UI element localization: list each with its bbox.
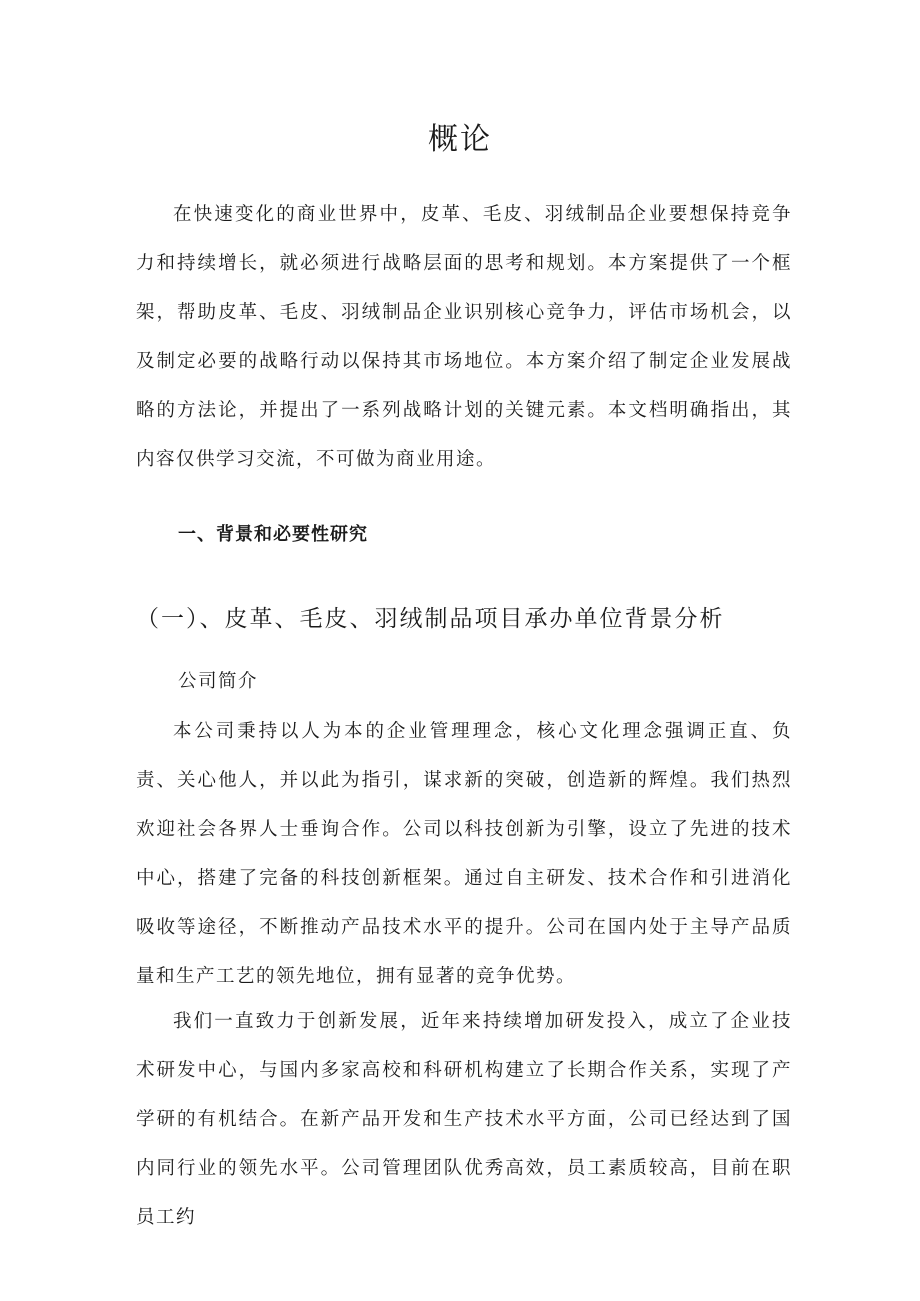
company-intro-label: 公司简介 xyxy=(178,671,259,692)
document-title: 概论 xyxy=(428,122,492,157)
section-heading: 一、背景和必要性研究 xyxy=(178,524,368,545)
subsection-heading: （一）、皮革、毛皮、羽绒制品项目承办单位背景分析 xyxy=(136,606,725,632)
company-paragraph-2: 我们一直致力于创新发展，近年来持续增加研发投入，成立了企业技术研发中心，与国内多家高校和科研机构建立了长期合作关系，实现了产学研的有机结合。在新产品开发和生产技术水平方面，公司已经达到了国内同行业的领先水平。公司管理团队优秀高效，员工素质较高，目前在职员工约 xyxy=(136,1011,792,1228)
company-paragraph-1: 本公司秉持以人为本的企业管理理念，核心文化理念强调正直、负责、关心他人，并以此为指引，谋求新的突破，创造新的辉煌。我们热烈欢迎社会各界人士垂询合作。公司以科技创新为引擎，设立了先进的技术中心，搭建了完备的科技创新框架。通过自主研发、技术合作和引进消化吸收等途径，不断推动产品技术水平的提升。公司在国内处于主导产品质量和生产工艺的领先地位，拥有显著的竞争优势。 xyxy=(136,721,792,987)
intro-paragraph: 在快速变化的商业世界中，皮革、毛皮、羽绒制品企业要想保持竞争力和持续增长，就必须进行战略层面的思考和规划。本方案提供了一个框架，帮助皮革、毛皮、羽绒制品企业识别核心竞争力，评估市场机会，以及制定必要的战略行动以保持其市场地位。本方案介绍了制定企业发展战略的方法论，并提出了一系列战略计划的关键元素。本文档明确指出，其内容仅供学习交流，不可做为商业用途。 xyxy=(136,204,792,470)
